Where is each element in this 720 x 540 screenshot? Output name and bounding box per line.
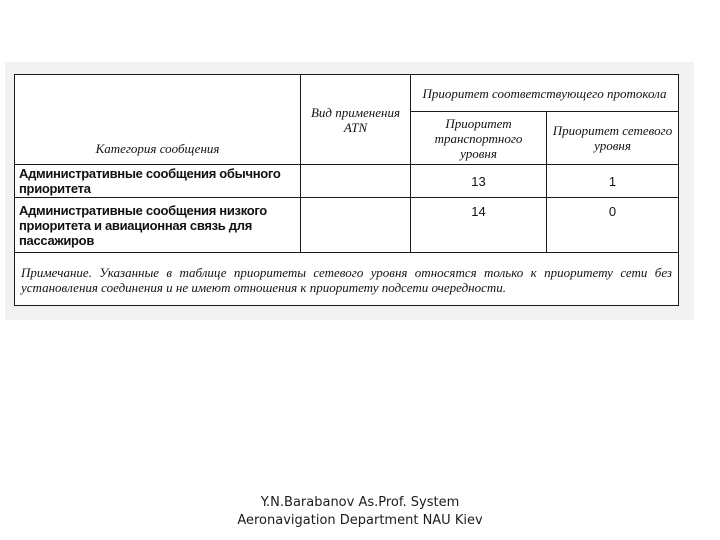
row-atn-use <box>301 165 411 198</box>
header-protocol-priority: Приоритет соответствующего протокола <box>411 75 679 112</box>
row-transport-priority: 14 <box>411 198 547 253</box>
table-row <box>15 198 679 253</box>
header-atn-use: Вид применения ATN <box>301 75 411 165</box>
row-category: Административные сообщения обычного приоритета <box>15 165 301 198</box>
header-network-priority: Приоритет сетевого уровня <box>547 112 679 165</box>
row-atn-use <box>301 198 411 253</box>
row-network-priority: 1 <box>547 165 679 198</box>
row-category: Административные сообщения низкого приоритета и авиационная связь для пассажиров <box>15 198 301 253</box>
slide-footer: Y.N.Barabanov As.Prof. System Aeronavigation Department NAU Kiev <box>237 495 483 528</box>
row-network-priority: 0 <box>547 198 679 253</box>
header-category: Категория сообщения <box>15 75 301 165</box>
table-note: Примечание. Указанные в таблице приоритеты сетевого уровня относятся только к приоритету сети без установления соединения и не имеют отношения к приоритету подсети очередности. <box>15 253 679 306</box>
table-row <box>15 165 679 198</box>
priority-table <box>14 74 679 306</box>
row-transport-priority: 13 <box>411 165 547 198</box>
header-transport-priority: Приоритет транспортного уровня <box>411 112 547 165</box>
